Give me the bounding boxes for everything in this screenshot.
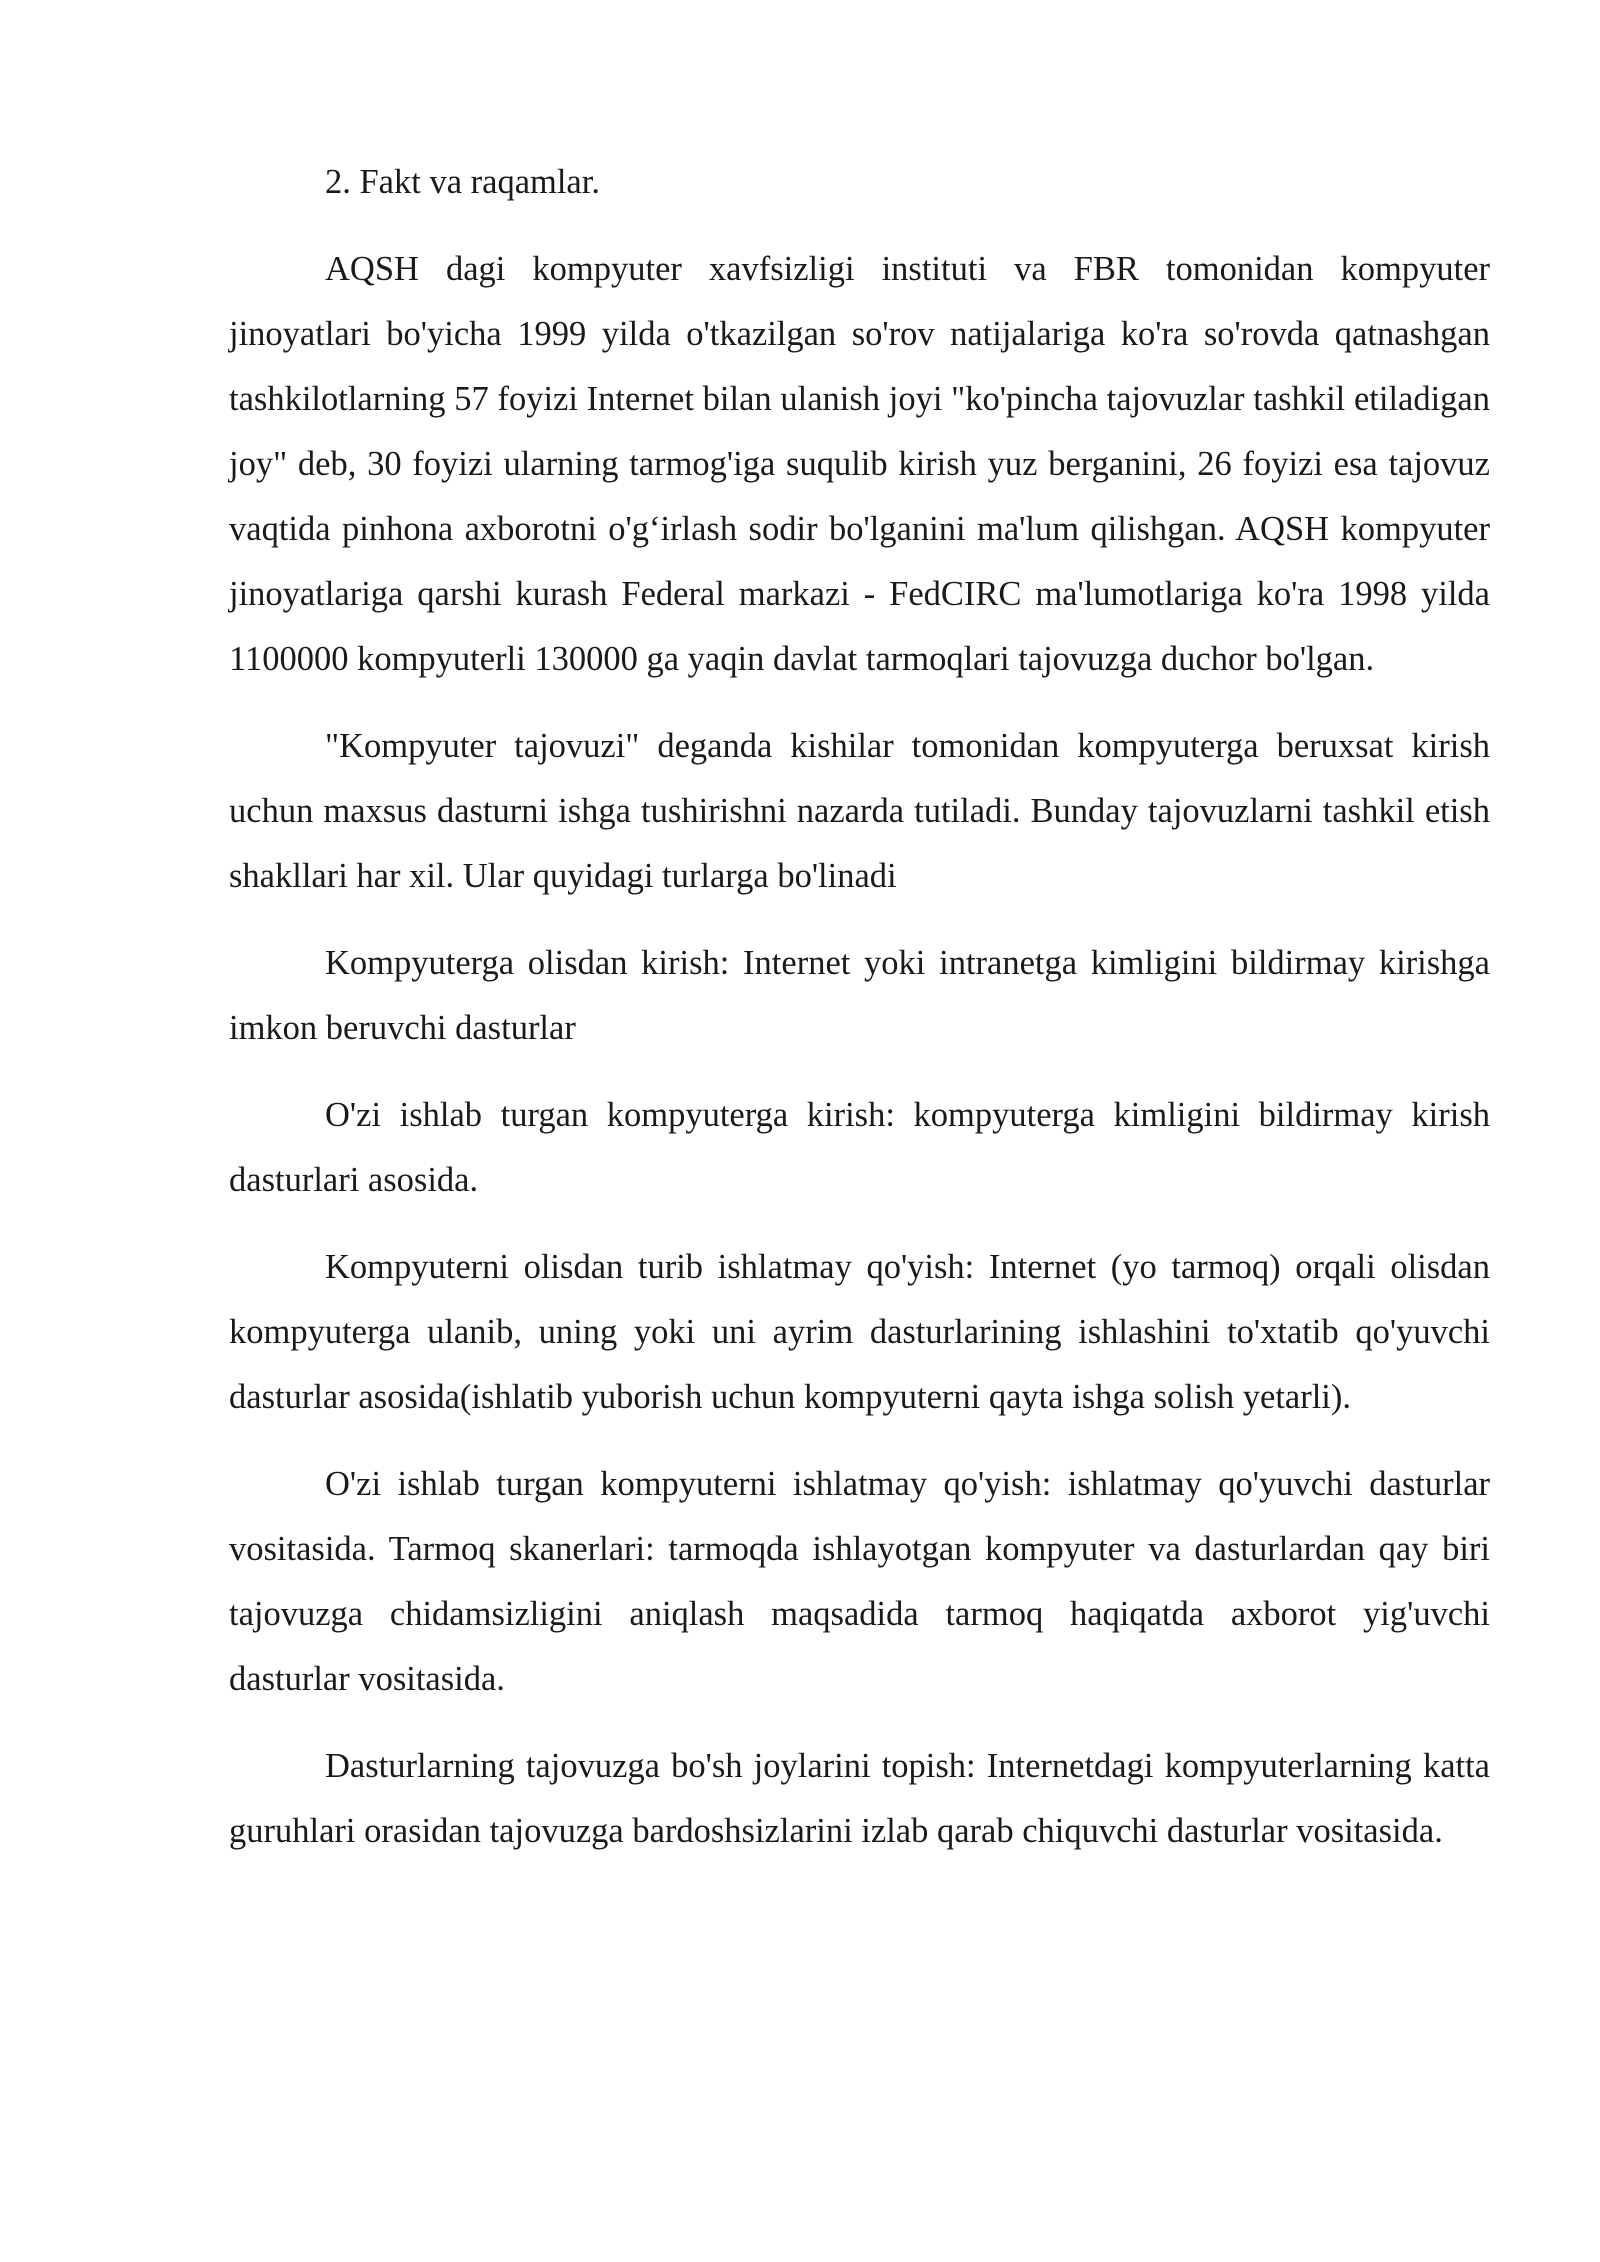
paragraph-local-access: O'zi ishlab turgan kompyuterga kirish: kompyuterga kimligini bildirmay kirish dasturlari asosida. (229, 1096, 1490, 1199)
paragraph-remote-disable: Kompyuterni olisdan turib ishlatmay qo'yish: Internet (yo tarmoq) orqali olisdan kompyuterga ulanib, uning yoki uni ayrim dasturlarining ishlashini to'xtatib qo'yuvchi dasturlar asosida(ishlatib yuborish uchun kompyuterni qayta ishga solish yetarli). (229, 1248, 1490, 1416)
paragraph-local-disable: O'zi ishlab turgan kompyuterni ishlatmay qo'yish: ishlatmay qo'yuvchi dasturlar vositasida. Tarmoq skanerlari: tarmoqda ishlayotgan kompyuter va dasturlardan qay biri tajovuzga chidamsizligini aniqlash maqsadida tarmoq haqiqatda axborot yig'uvchi dasturlar vositasida. (229, 1465, 1490, 1698)
paragraph-attack-definition: "Kompyuter tajovuzi" deganda kishilar tomonidan kompyuterga beruxsat kirish uchun maxsus dasturni ishga tushirishni nazarda tutiladi. Bunday tajovuzlarni tashkil etish shakllari har xil. Ular quyidagi turlarga bo'linadi (229, 727, 1490, 895)
paragraph-statistics: AQSH dagi kompyuter xavfsizligi instituti va FBR tomonidan kompyuter jinoyatlari bo'yicha 1999 yilda o'tkazilgan so'rov natijalariga ko'ra so'rovda qatnashgan tashkilotlarning 57 foyizi Internet bilan ulanish joyi "ko'pincha tajovuzlar tashkil etiladigan joy" deb, 30 foyizi ularning tarmog'iga suqulib kirish yuz berganini, 26 foyizi esa tajovuz vaqtida pinhona axborotni o'g‘irlash sodir bo'lganini ma'lum qilishgan. AQSH kompyuter jinoyatlariga qarshi kurash Federal markazi - FedCIRC ma'lumotlariga ko'ra 1998 yilda 1100000 kompyuterli 130000 ga yaqin davlat tarmoqlari tajovuzga duchor bo'lgan. (229, 250, 1490, 678)
paragraph-vulnerability-scan: Dasturlarning tajovuzga bo'sh joylarini topish: Internetdagi kompyuterlarning katta guruhlari orasidan tajovuzga bardoshsizlarini izlab qarab chiquvchi dasturlar vositasida. (229, 1747, 1490, 1850)
section-heading: 2. Fakt va raqamlar. (325, 163, 600, 201)
paragraph-remote-access: Kompyuterga olisdan kirish: Internet yoki intranetga kimligini bildirmay kirishga imkon beruvchi dasturlar (229, 944, 1490, 1047)
document-body (229, 150, 1490, 1886)
